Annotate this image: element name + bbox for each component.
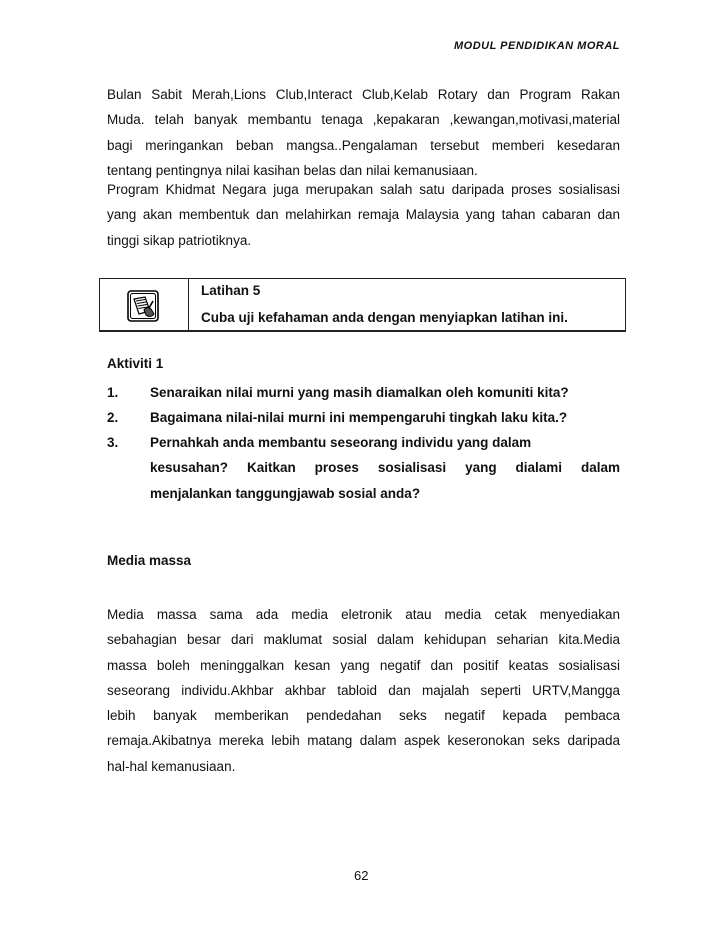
question-text: Senaraikan nilai murni yang masih diamalkan oleh komuniti kita? — [150, 385, 569, 400]
module-header: MODUL PENDIDIKAN MORAL — [453, 40, 620, 52]
paragraph-line: hal-hal kemanusiaan. — [107, 758, 236, 774]
latihan-icon-cell — [99, 279, 189, 330]
paragraph-line: tinggi sikap patriotiknya. — [107, 232, 252, 248]
question-text: Pernahkah anda membantu seseorang individu yang dalam — [150, 435, 532, 450]
paragraph-line: Program Khidmat Negara juga merupakan salah satu daripada proses sosialisasi — [107, 182, 620, 197]
paragraph-line: sebahagian besar dari maklumat sosial dalam kehidupan seharian kita.Media — [107, 632, 620, 648]
question-number: 2. — [107, 410, 119, 425]
question-item — [107, 405, 620, 430]
media-paragraph — [107, 602, 620, 779]
question-item — [107, 380, 620, 405]
media-massa-title: Media massa — [107, 553, 192, 568]
question-text: kesusahan? Kaitkan proses sosialisasi yang dialami dalam — [150, 460, 620, 476]
question-text: menjalankan tanggungjawab sosial anda? — [150, 485, 421, 501]
latihan-title: Latihan 5 — [201, 283, 261, 298]
paragraph-line: seseorang individu.Akhbar akhbar tabloid dan majalah seperti URTV,Mangga — [107, 682, 620, 698]
paragraph-line: remaja.Akibatnya mereka lebih matang dalam aspek keseronokan seks daripada — [107, 733, 620, 749]
paragraph-line: Media massa sama ada media eletronik atau media cetak menyediakan — [107, 607, 620, 622]
aktiviti-title: Aktiviti 1 — [107, 356, 164, 371]
paragraph-line: massa boleh meninggalkan kesan yang negatif dan positif keatas sosialisasi — [107, 657, 620, 673]
question-number: 3. — [107, 435, 119, 450]
paragraph-line: bagi meringankan beban mangsa..Pengalaman tersebut memberi kesedaran — [107, 137, 620, 153]
latihan-instruction: Cuba uji kefahaman anda dengan menyiapkan latihan ini. — [201, 310, 568, 325]
latihan-box-edge — [625, 279, 626, 330]
paragraph-2 — [107, 177, 620, 253]
question-item — [107, 430, 620, 506]
paragraph-line: yang akan membentuk dan melahirkan remaja Malaysia yang tahan cabaran dan — [107, 207, 620, 223]
question-number: 1. — [107, 385, 119, 400]
paragraph-line: Muda. telah banyak membantu tenaga ,kepakaran ,kewangan,motivasi,material — [107, 112, 620, 128]
paragraph-line: tentang pentingnya nilai kasihan belas dan nilai kemanusiaan. — [107, 162, 478, 178]
question-text: Bagaimana nilai-nilai murni ini mempengaruhi tingkah laku kita.? — [150, 410, 568, 425]
paragraph-line: lebih banyak memberikan pendedahan seks negatif kepada pembaca — [107, 708, 620, 724]
paragraph-1 — [107, 82, 620, 183]
writing-hand-icon — [127, 290, 159, 322]
latihan-box — [99, 278, 626, 332]
paragraph-line: Bulan Sabit Merah,Lions Club,Interact Club,Kelab Rotary dan Program Rakan — [107, 87, 620, 102]
page-number: 62 — [354, 868, 369, 883]
